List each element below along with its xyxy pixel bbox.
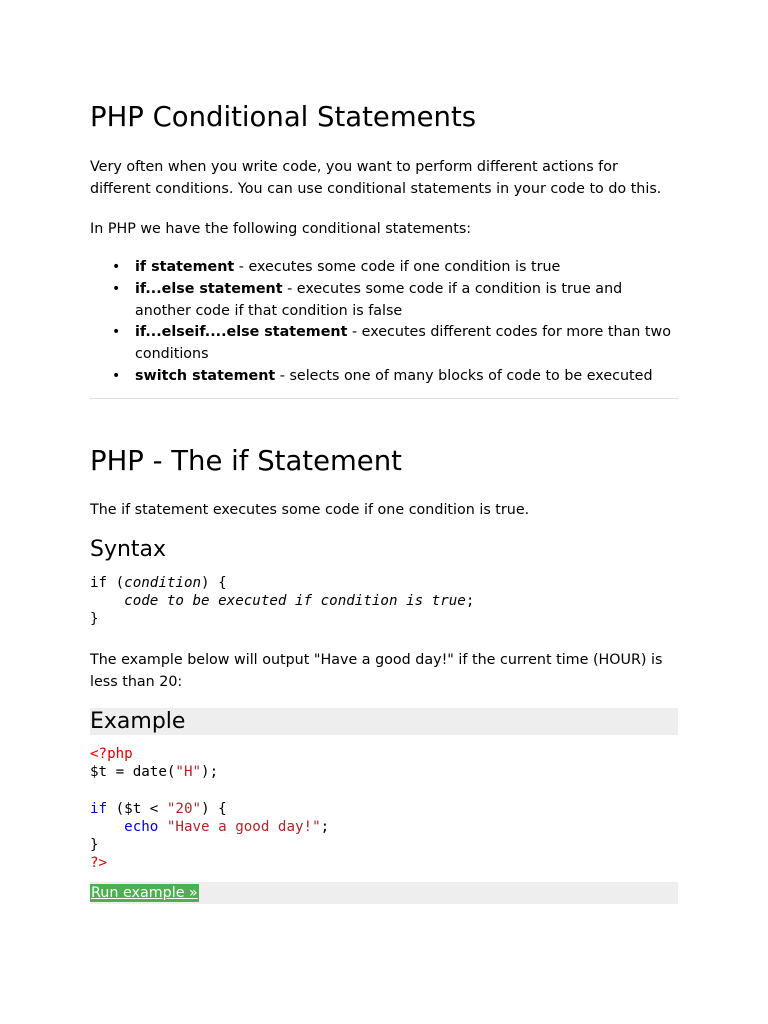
statement-term: if...elseif....else statement: [135, 324, 348, 341]
code-text: if (: [90, 575, 125, 591]
example-heading: Example: [90, 709, 186, 734]
bullet-icon: •: [112, 259, 121, 275]
bullet-icon: •: [112, 280, 121, 297]
code-body: code to be executed if condition is true: [124, 593, 466, 610]
list-item: [90, 322, 678, 366]
syntax-heading: Syntax: [90, 537, 167, 562]
statement-desc: - executes some code if one condition is true: [234, 259, 561, 275]
list-item: [90, 279, 678, 323]
statement-desc: - selects one of many blocks of code to be executed: [275, 367, 653, 384]
example-code-block: [90, 745, 329, 872]
code-text: ;: [320, 818, 330, 835]
statement-desc: - executes different codes for more than two conditions: [135, 324, 671, 363]
section-title: PHP - The if Statement: [90, 445, 402, 477]
statements-lead: In PHP we have the following conditional statements:: [90, 221, 472, 237]
code-keyword: if: [90, 800, 108, 817]
code-keyword: echo: [124, 818, 159, 835]
statement-desc: - executes some code if a condition is true and another code if that condition is false: [135, 280, 623, 319]
statement-term: switch statement: [135, 367, 276, 384]
run-example-bar: [90, 882, 678, 904]
page-title: PHP Conditional Statements: [90, 101, 477, 133]
statement-term: if statement: [135, 259, 235, 275]
code-string: "20": [166, 800, 202, 817]
code-indent: [90, 819, 124, 835]
code-text: ;: [465, 593, 475, 610]
intro-paragraph: Very often when you write code, you want to perform different actions for different conditions. You can use conditional statements in your code to do this.: [90, 159, 662, 197]
code-text: ($t <: [107, 800, 167, 817]
code-condition: condition: [124, 575, 202, 591]
section-divider: [90, 398, 678, 399]
code-text: $t = date(: [90, 764, 176, 781]
code-text: );: [201, 764, 219, 781]
code-string: "Have a good day!": [166, 818, 321, 835]
statement-term: if...else statement: [135, 280, 283, 297]
bullet-icon: •: [112, 367, 121, 384]
example-intro-paragraph: The example below will output "Have a good day!" if the current time (HOUR) is less than 20:: [90, 652, 663, 690]
php-open-tag: <?php: [90, 746, 133, 762]
list-item: [90, 257, 678, 279]
run-example-button[interactable]: Run example »: [91, 885, 198, 901]
bullet-icon: •: [112, 324, 121, 341]
syntax-code-block: [90, 574, 474, 629]
code-indent: [90, 593, 124, 609]
example-header: [90, 708, 678, 735]
php-close-tag: ?>: [90, 855, 108, 872]
code-text: }: [90, 837, 99, 854]
statements-list: [90, 257, 678, 388]
code-space: [158, 819, 167, 835]
if-intro-paragraph: The if statement executes some code if one condition is true.: [90, 502, 530, 518]
code-text: }: [90, 611, 99, 628]
code-text: ) {: [201, 575, 227, 591]
list-item: [90, 366, 678, 388]
code-text: ) {: [201, 800, 227, 817]
code-string: "H": [175, 764, 202, 781]
